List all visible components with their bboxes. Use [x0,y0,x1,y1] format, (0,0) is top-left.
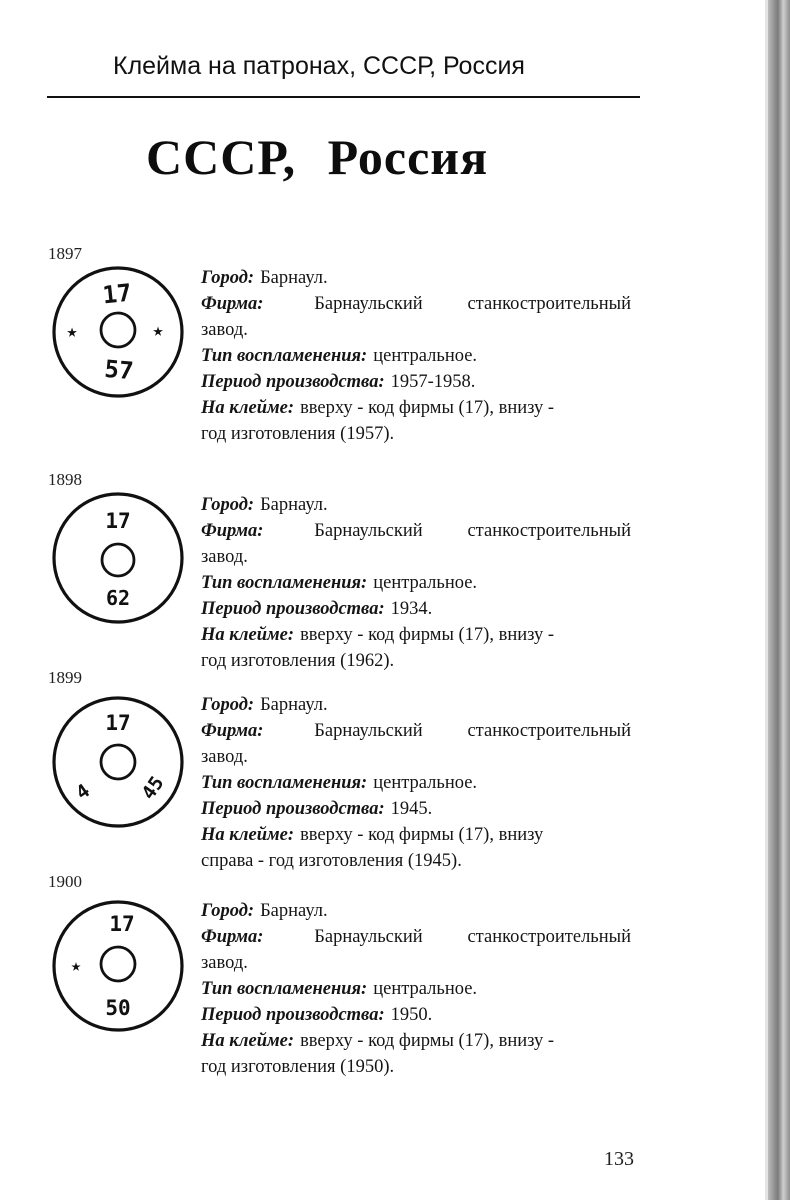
firm-value-c: завод. [201,953,248,973]
period-label: Период производства: [201,372,385,392]
star-icon: ★ [70,956,82,976]
stamp-label: На клейме: [201,625,295,645]
firm-value-c: завод. [201,747,248,767]
city-value: Барнаул. [260,695,328,715]
firm-value-b: станкостроительный [467,927,631,947]
firm-label: Фирма: [201,521,264,541]
page-edge-shadow [768,0,790,1200]
firm-value-c: завод. [201,320,248,340]
entry-description-1899 [201,692,631,874]
headstamp-top-code: 17 [109,912,135,936]
star-icon: ★ [152,320,164,341]
stamp-text-2: год изготовления (1957). [201,424,395,444]
entry-description-1897 [201,265,631,447]
headstamp-top-code: 17 [101,278,133,310]
stamp-text-1: вверху - код фирмы (17), внизу - [300,398,555,418]
ignition-label: Тип воспламенения: [201,346,368,366]
primer-circle [101,947,135,981]
page-title: СССР, Россия [146,129,489,185]
firm-value-b: станкостроительный [467,721,631,741]
city-value: Барнаул. [260,495,328,515]
period-value: 1957-1958. [390,372,476,392]
ignition-label: Тип воспламенения: [201,573,368,593]
headstamp-1897 [50,264,186,400]
headstamp-top-code: 17 [105,509,131,533]
period-value: 1950. [390,1005,433,1025]
stamp-text-2: справа - год изготовления (1945). [201,851,462,871]
header-rule [47,96,640,98]
stamp-text-1: вверху - код фирмы (17), внизу - [300,625,555,645]
stamp-label: На клейме: [201,825,295,845]
entry-description-1898 [201,492,631,674]
page-number: 133 [604,1148,634,1170]
firm-label: Фирма: [201,927,264,947]
headstamp-bottom-year: 62 [105,586,131,610]
city-value: Барнаул. [260,901,328,921]
headstamp-bottom-year: 57 [103,354,135,386]
ignition-value: центральное. [373,573,478,593]
star-icon: ★ [66,321,78,342]
city-value: Барнаул. [260,268,328,288]
firm-value-b: станкостроительный [467,294,631,314]
city-label: Город: [201,495,255,515]
running-title: Клейма на патронах, СССР, Россия [113,52,525,80]
firm-value-a: Барнаульский [314,521,423,541]
headstamp-1898 [50,490,186,626]
period-label: Период производства: [201,599,385,619]
ignition-label: Тип воспламенения: [201,979,368,999]
firm-value-a: Барнаульский [314,721,423,741]
headstamp-left-mark: 4 [71,779,95,805]
city-label: Город: [201,695,255,715]
stamp-text-2: год изготовления (1962). [201,651,395,671]
primer-circle [102,544,134,576]
ignition-value: центральное. [373,346,478,366]
ignition-value: центральное. [373,773,478,793]
primer-circle [101,313,135,347]
entry-description-1900 [201,898,631,1080]
firm-value-c: завод. [201,547,248,567]
headstamp-bottom-year: 50 [105,996,131,1020]
firm-label: Фирма: [201,294,264,314]
firm-value-a: Барнаульский [314,294,423,314]
firm-value-b: станкостроительный [467,521,631,541]
city-label: Город: [201,268,255,288]
headstamp-1899 [50,694,186,830]
period-value: 1945. [390,799,433,819]
entry-number-1897: 1897 [48,244,82,263]
stamp-label: На клейме: [201,1031,295,1051]
period-label: Период производства: [201,1005,385,1025]
firm-label: Фирма: [201,721,264,741]
entry-number-1899: 1899 [48,668,82,687]
stamp-label: На клейме: [201,398,295,418]
stamp-text-2: год изготовления (1950). [201,1057,395,1077]
primer-circle [101,745,135,779]
period-label: Период производства: [201,799,385,819]
entry-number-1898: 1898 [48,470,82,489]
ignition-label: Тип воспламенения: [201,773,368,793]
stamp-text-1: вверху - код фирмы (17), внизу [300,825,544,845]
headstamp-right-year: 45 [137,772,169,804]
firm-value-a: Барнаульский [314,927,423,947]
headstamp-top-code: 17 [105,711,131,735]
entry-number-1900: 1900 [48,872,82,891]
ignition-value: центральное. [373,979,478,999]
period-value: 1934. [390,599,433,619]
headstamp-1900 [50,898,186,1034]
city-label: Город: [201,901,255,921]
stamp-text-1: вверху - код фирмы (17), внизу - [300,1031,555,1051]
